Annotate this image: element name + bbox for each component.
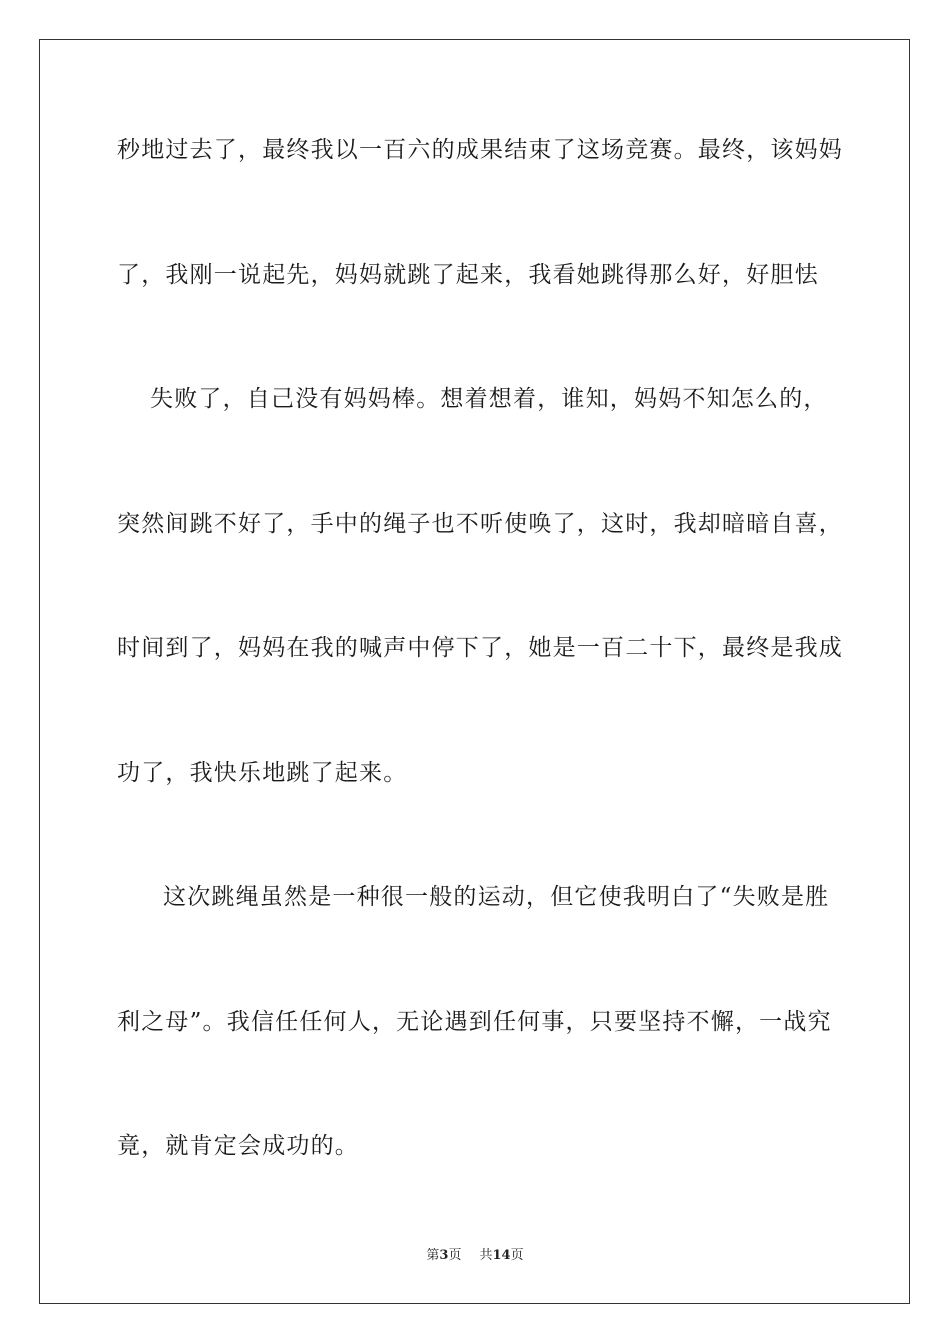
footer-page-prefix: 第	[426, 1248, 440, 1263]
paragraph-line-8: 利之母”。我信任任何人，无论遇到任何事，只要坚持不懈，一战究	[117, 1009, 832, 1035]
paragraph-line-6: 功了，我快乐地跳了起来。	[117, 760, 408, 786]
paragraph-line-4: 突然间跳不好了，手中的绳子也不听使唤了，这时，我却暗暗自喜，	[117, 511, 843, 537]
page-footer	[0, 1247, 950, 1265]
page-border	[39, 39, 910, 1304]
paragraph-line-1: 秒地过去了，最终我以一百六的成果结束了这场竞赛。最终，该妈妈	[117, 137, 843, 163]
footer-page-total: 14	[492, 1248, 511, 1263]
footer-page-unit: 页	[448, 1248, 462, 1263]
paragraph-line-5: 时间到了，妈妈在我的喊声中停下了，她是一百二十下，最终是我成	[117, 635, 843, 661]
footer-page-current: 3	[439, 1248, 449, 1263]
paragraph-line-7: 这次跳绳虽然是一种很一般的运动，但它使我明白了“失败是胜	[163, 884, 830, 910]
footer-total-unit: 页	[510, 1248, 524, 1263]
paragraph-line-9: 竟，就肯定会成功的。	[117, 1133, 359, 1159]
footer-total-prefix: 共	[479, 1248, 493, 1263]
paragraph-line-2: 了，我刚一说起先，妈妈就跳了起来，我看她跳得那么好，好胆怯	[117, 262, 819, 288]
paragraph-line-3: 失败了，自己没有妈妈棒。想着想着，谁知，妈妈不知怎么的，	[150, 386, 828, 412]
